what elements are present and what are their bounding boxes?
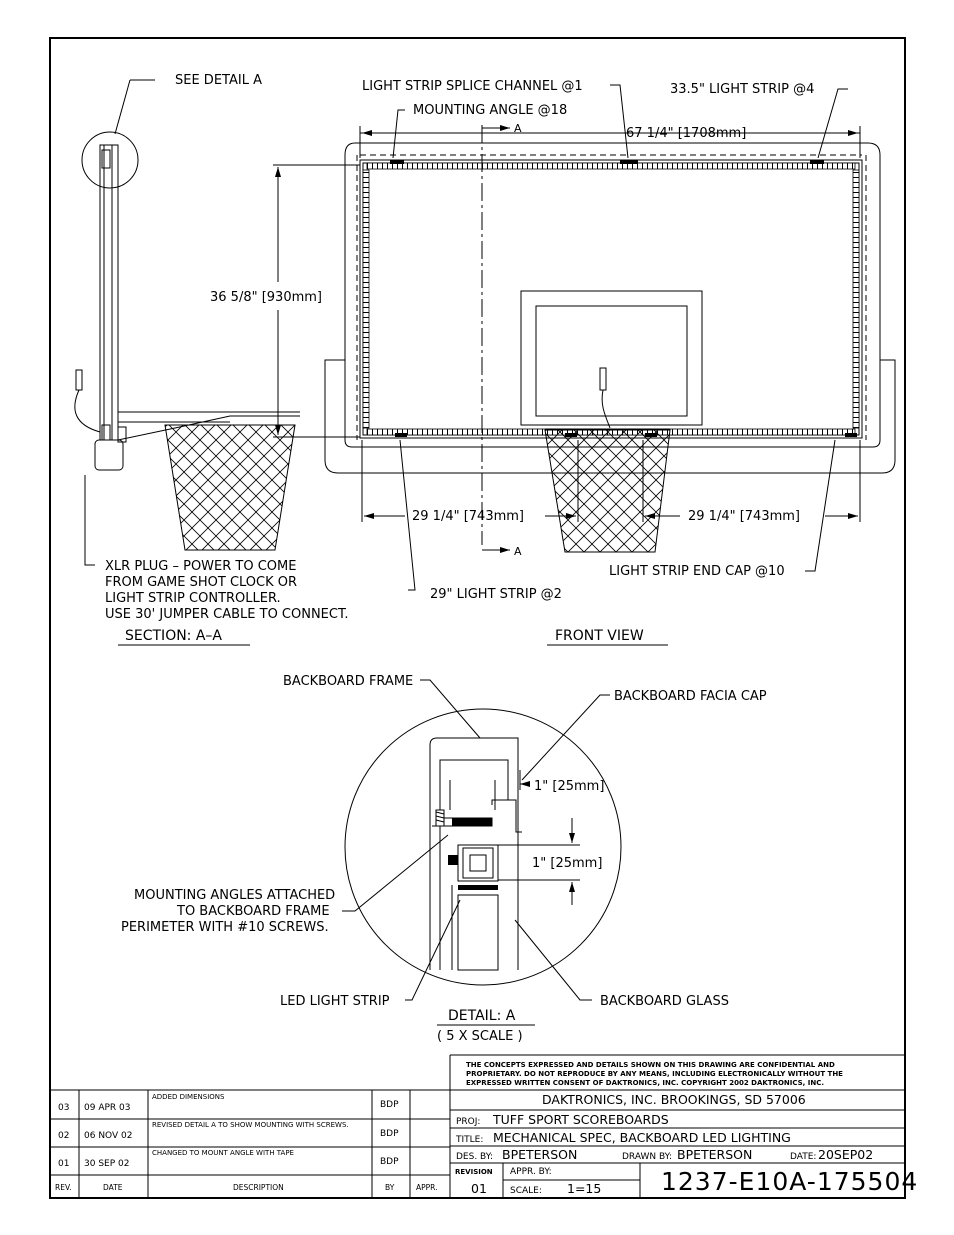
section-view (75, 80, 300, 565)
rev-row-2-desc: REVISED DETAIL A TO SHOW MOUNTING WITH SCREWS. (152, 1121, 349, 1129)
xlr-note (105, 559, 349, 622)
rev-row-3-rev: 01 (58, 1159, 70, 1169)
project-name: TUFF SPORT SCOREBOARDS (493, 1112, 669, 1127)
rev-header-date: DATE (103, 1183, 123, 1192)
led-strip-label: LED LIGHT STRIP (280, 994, 390, 1009)
facia-cap-label: BACKBOARD FACIA CAP (614, 689, 767, 704)
scale-value: 1=15 (567, 1181, 602, 1196)
mounting-note-line-1: MOUNTING ANGLES ATTACHED (134, 888, 336, 903)
rev-row-1-desc: ADDED DIMENSIONS (152, 1093, 225, 1101)
detail-view (342, 680, 621, 1000)
detail-scale: ( 5 X SCALE ) (437, 1029, 523, 1044)
xlr-line-2: FROM GAME SHOT CLOCK OR (105, 575, 298, 590)
end-cap-label: LIGHT STRIP END CAP @10 (609, 564, 785, 579)
xlr-line-4: USE 30' JUMPER CABLE TO CONNECT. (105, 607, 349, 622)
detail-title: DETAIL: A (448, 1008, 516, 1024)
rev-row-2-date: 06 NOV 02 (84, 1131, 133, 1141)
strip-29-label: 29" LIGHT STRIP @2 (430, 587, 562, 602)
title-label: TITLE: (456, 1135, 484, 1145)
company-address: DAKTRONICS, INC. BROOKINGS, SD 57006 (542, 1092, 806, 1107)
notice-line-3: EXPRESSED WRITTEN CONSENT OF DAKTRONICS, INC. COPYRIGHT 2002 DAKTRONICS, INC. (466, 1079, 825, 1087)
notice-line-1: THE CONCEPTS EXPRESSED AND DETAILS SHOWN ON THIS DRAWING ARE CONFIDENTIAL AND (466, 1061, 835, 1069)
front-view (273, 85, 895, 590)
rev-header-by: BY (385, 1183, 395, 1192)
designed-by: BPETERSON (502, 1147, 578, 1162)
height-dimension: 36 5/8" [930mm] (210, 290, 322, 305)
rev-row-3-date: 30 SEP 02 (84, 1159, 130, 1169)
strip-33-label: 33.5" LIGHT STRIP @4 (670, 82, 815, 97)
drawing-date: 20SEP02 (818, 1147, 874, 1162)
rev-header-rev: REV. (55, 1183, 72, 1192)
rev-row-1-rev: 03 (58, 1103, 70, 1113)
xlr-line-3: LIGHT STRIP CONTROLLER. (105, 591, 281, 606)
splice-channel-label: LIGHT STRIP SPLICE CHANNEL @1 (362, 79, 583, 94)
xlr-line-1: XLR PLUG – POWER TO COME (105, 559, 297, 574)
mounting-note-line-3: PERIMETER WITH #10 SCREWS. (121, 920, 329, 935)
rev-row-3-by: BDP (380, 1157, 399, 1167)
rev-row-3-desc: CHANGED TO MOUNT ANGLE WITH TAPE (152, 1149, 294, 1157)
rev-row-2-by: BDP (380, 1129, 399, 1139)
detail-circle (345, 709, 621, 985)
drawn-by-label: DRAWN BY: (622, 1152, 672, 1162)
detail-dimension-2: 1" [25mm] (532, 856, 603, 871)
designed-by-label: DES. BY: (456, 1152, 494, 1162)
section-mark-top: A (514, 122, 522, 135)
right-dimension: 29 1/4" [743mm] (688, 509, 800, 524)
rev-row-1-by: BDP (380, 1100, 399, 1110)
rev-row-1-date: 09 APR 03 (84, 1103, 131, 1113)
backboard-frame-label: BACKBOARD FRAME (283, 674, 414, 689)
detail-dimension-1: 1" [25mm] (534, 779, 605, 794)
revision-number: 01 (471, 1181, 487, 1196)
see-detail-a-label: SEE DETAIL A (175, 73, 262, 88)
notice-line-2: PROPRIETARY. DO NOT REPRODUCE BY ANY MEANS, INCLUDING ELECTRONICALLY WITHOUT THE (466, 1070, 843, 1078)
approved-by-label: APPR. BY: (510, 1167, 552, 1177)
section-mark-bottom: A (514, 545, 522, 558)
glass-label: BACKBOARD GLASS (600, 994, 729, 1009)
scale-label: SCALE: (510, 1186, 542, 1196)
mounting-angle-label: MOUNTING ANGLE @18 (413, 103, 568, 118)
date-label: DATE: (790, 1152, 817, 1162)
drawing-number: 1237-E10A-175504 (661, 1167, 919, 1196)
rev-row-2-rev: 02 (58, 1131, 70, 1141)
front-view-title: FRONT VIEW (555, 628, 644, 644)
left-dimension: 29 1/4" [743mm] (412, 509, 524, 524)
drawn-by: BPETERSON (677, 1147, 753, 1162)
drawing-title: MECHANICAL SPEC, BACKBOARD LED LIGHTING (493, 1130, 791, 1145)
rev-header-appr: APPR. (416, 1183, 438, 1192)
revision-label: REVISION (455, 1168, 493, 1176)
section-title: SECTION: A–A (125, 628, 223, 644)
proj-label: PROJ: (456, 1117, 481, 1127)
rev-header-desc: DESCRIPTION (233, 1183, 284, 1192)
width-dimension: 67 1/4" [1708mm] (626, 126, 747, 141)
mounting-note-line-2: TO BACKBOARD FRAME (177, 904, 330, 919)
